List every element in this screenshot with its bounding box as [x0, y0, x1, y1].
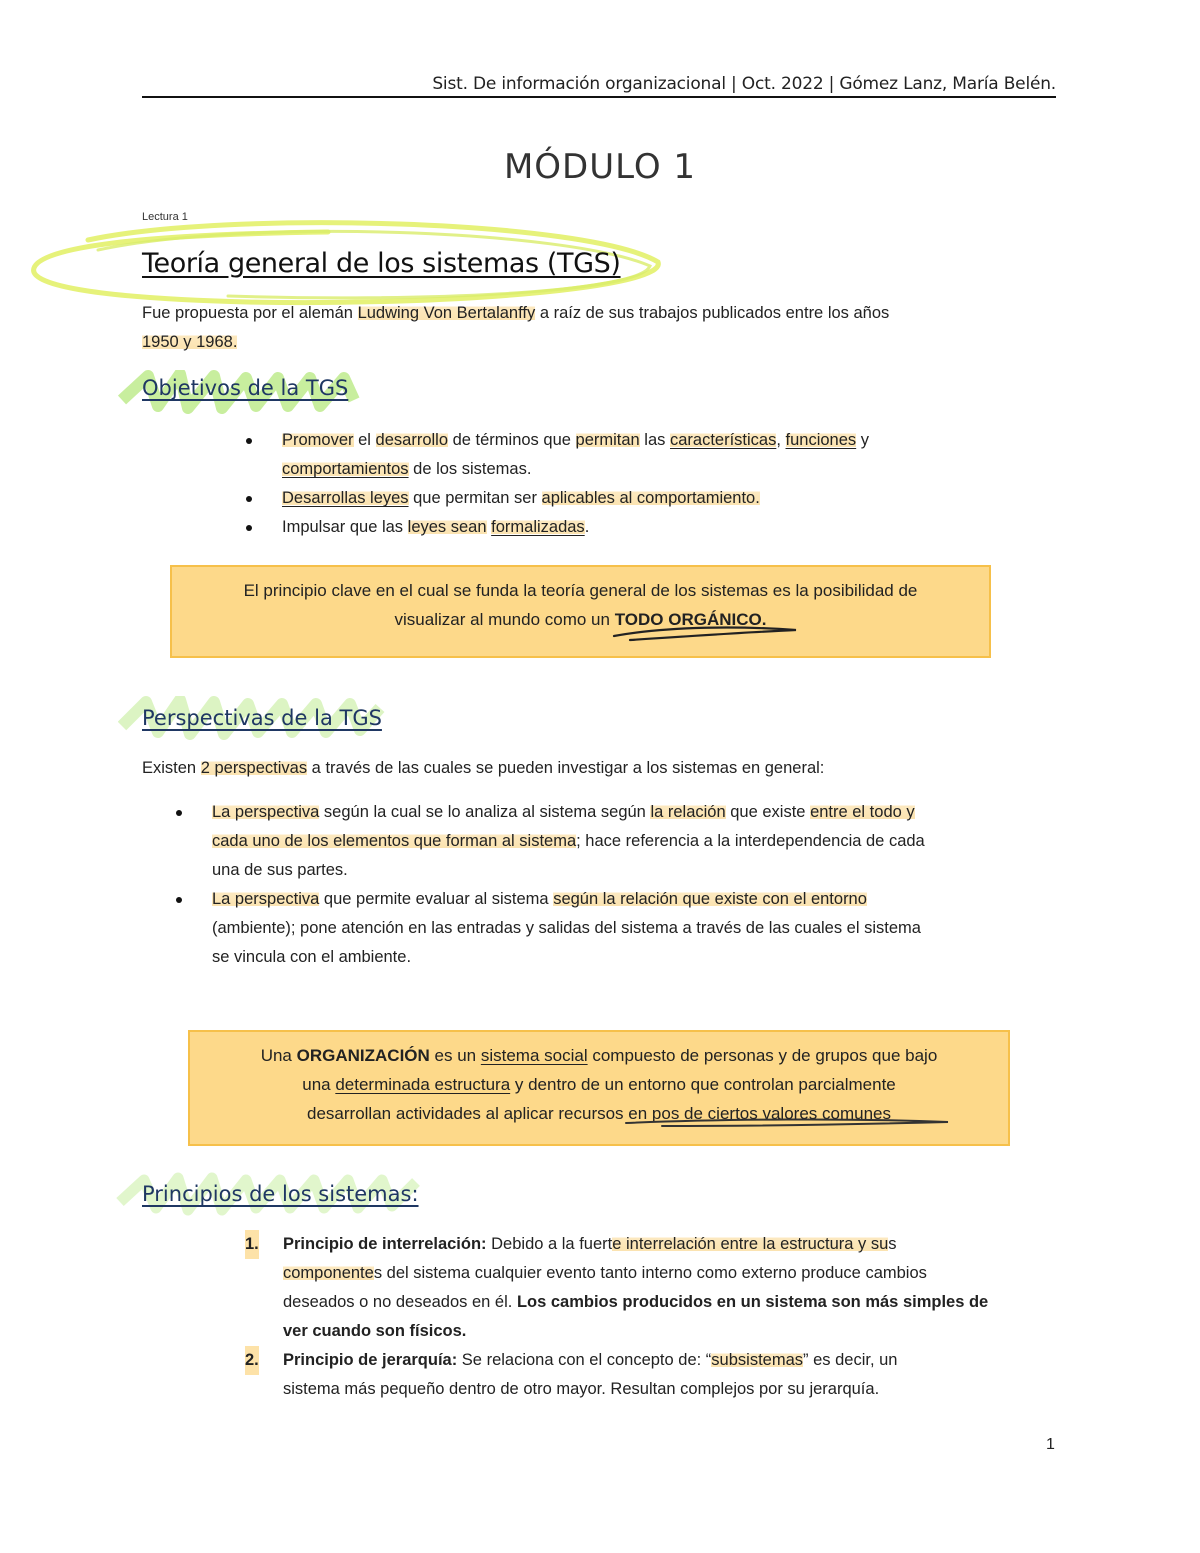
box-line: Una ORGANIZACIÓN es un sistema social compuesto de personas y de grupos que bajo: [260, 1046, 938, 1065]
heading-principios: Principios de los sistemas:: [142, 1182, 419, 1206]
module-title: MÓDULO 1: [503, 147, 697, 187]
box-line: una determinada estructura y dentro de un entorno que controlan parcialmente: [302, 1075, 896, 1094]
author-name: Ludwing Von Bertalanffy: [357, 304, 536, 322]
list-item: 1. Principio de interrelación: Debido a la fuerte interrelación entre la estructura y sus componentes del sistema cualquier evento tanto interno como externo produce cambios deseados o no deseados en él. Los cambios producidos en un sistema son más simples de ver cuando son físicos.: [283, 1230, 1073, 1346]
list-item: La perspectiva según la cual se lo analiza al sistema según la relación que existe entre el todo y cada uno de los elementos que forman al sistema; hace referencia a la interdependencia de cada una de sus partes.: [212, 798, 1062, 885]
principios-list: [245, 1230, 1073, 1404]
list-item: Promover el desarrollo de términos que permitan las características, funciones y comportamientos de los sistemas.: [282, 426, 1022, 484]
perspectivas-list: [212, 798, 1062, 972]
key-principle-box: [170, 565, 991, 658]
perspectivas-intro: Existen 2 perspectivas a través de las cuales se pueden investigar a los sistemas en general:: [142, 759, 825, 777]
heading-objetivos: Objetivos de la TGS: [142, 376, 349, 400]
years-text: 1950 y 1968.: [142, 333, 238, 351]
underline-scribble: [622, 1114, 952, 1130]
tgs-intro: Fue propuesta por el alemán Ludwing Von Bertalanffy a raíz de sus trabajos publicados entre los años 1950 y 1968.: [142, 304, 890, 351]
box-line: El principio clave en el cual se funda la teoría general de los sistemas es la posibilidad de: [243, 581, 918, 600]
section-title-tgs: Teoría general de los sistemas (TGS): [142, 248, 621, 279]
underline-scribble: [610, 624, 800, 642]
lectura-label: Lectura 1: [142, 211, 188, 223]
list-number: 1.: [245, 1230, 259, 1259]
objetivos-list: [282, 426, 1022, 542]
heading-perspectivas: Perspectivas de la TGS: [142, 706, 382, 730]
list-item: La perspectiva que permite evaluar al sistema según la relación que existe con el entorno (ambiente); pone atención en las entradas y salidas del sistema a través de las cuales el sistema se vincula con el ambiente.: [212, 885, 1062, 972]
page-number: 1: [1046, 1436, 1055, 1453]
box-line: desarrollan actividades al aplicar recursos en pos de ciertos valores comunes: [307, 1104, 891, 1123]
list-item: Desarrollas leyes que permitan ser aplicables al comportamiento.: [282, 484, 1022, 513]
list-number: 2.: [245, 1346, 259, 1375]
list-item: Impulsar que las leyes sean formalizadas.: [282, 513, 1022, 542]
list-item: 2. Principio de jerarquía: Se relaciona con el concepto de: “subsistemas” es decir, un sistema más pequeño dentro de otro mayor. Resultan complejos por su jerarquía.: [283, 1346, 1073, 1404]
header-text: Sist. De información organizacional | Oct. 2022 | Gómez Lanz, María Belén.: [432, 74, 1056, 94]
box-line: visualizar al mundo como un TODO ORGÁNICO.: [394, 610, 767, 629]
running-header: [142, 74, 1056, 98]
todo-organico: TODO ORGÁNICO.: [614, 610, 767, 629]
